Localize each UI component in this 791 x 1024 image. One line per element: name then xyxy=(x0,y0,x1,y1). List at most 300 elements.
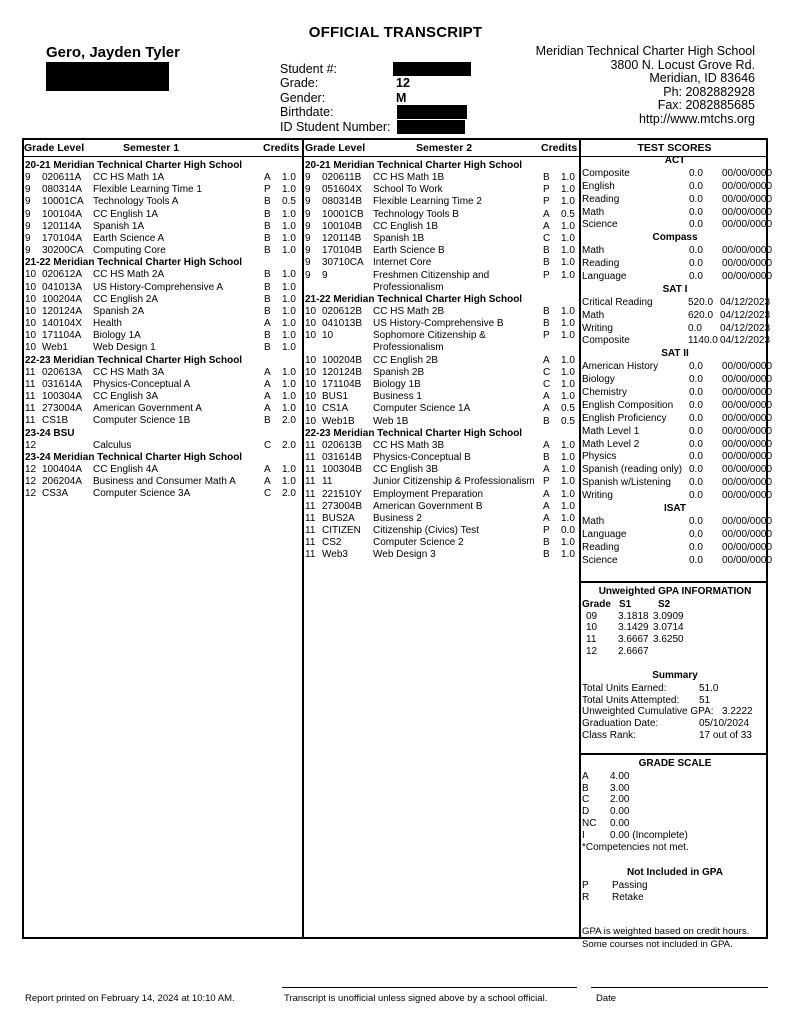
test-score: 0.0 xyxy=(689,541,703,553)
course-code: 273004B xyxy=(322,500,363,512)
grade-scale-row xyxy=(582,794,768,806)
spacer xyxy=(582,904,768,926)
gpa-footnote: Some courses not included in GPA. xyxy=(582,938,733,950)
course-mark: B xyxy=(543,257,550,269)
course-credits: 1.0 xyxy=(282,391,296,402)
course-code: 020612A xyxy=(42,269,83,281)
excluded-row xyxy=(582,892,768,904)
test-section-title: ACT xyxy=(664,155,686,166)
spacer xyxy=(582,853,768,867)
course-name: CC English 2B xyxy=(373,354,439,366)
course-row xyxy=(25,306,299,318)
course-row xyxy=(25,221,299,233)
test-date: 00/00/0000 xyxy=(722,193,773,205)
test-date: 00/00/0000 xyxy=(722,438,773,450)
course-grade-level: 10 xyxy=(25,305,37,317)
course-mark: B xyxy=(264,220,271,232)
test-name: Biology xyxy=(582,374,615,386)
gpa-s1: 3.6667 xyxy=(618,634,649,646)
course-mark: A xyxy=(543,512,550,524)
course-grade-level: 9 xyxy=(305,220,311,232)
course-name: Citizenship (Civics) Test xyxy=(373,525,479,537)
course-credits: 1.0 xyxy=(282,463,296,475)
course-grade-level: 11 xyxy=(305,476,316,488)
course-code: CITIZEN xyxy=(322,525,361,537)
course-code: 140104X xyxy=(42,318,83,330)
test-name: Reading xyxy=(582,193,620,205)
test-score-row xyxy=(582,451,773,464)
school-website[interactable]: http://www.mtchs.org xyxy=(638,111,755,126)
school-fax: Fax: 2082885685 xyxy=(657,98,755,113)
signature-line[interactable] xyxy=(282,987,577,988)
course-code: CS3A xyxy=(42,488,69,500)
header-grade-level-2: Grade Level xyxy=(305,142,366,154)
course-credits: 1.0 xyxy=(561,464,575,476)
test-name: Math Level 2 xyxy=(582,438,640,450)
test-score: 0.0 xyxy=(689,387,703,399)
course-credits: 1.0 xyxy=(561,500,575,512)
course-row xyxy=(25,282,299,294)
test-name: Math xyxy=(582,515,605,527)
course-mark: B xyxy=(543,172,550,183)
course-name: Physics-Conceptual A xyxy=(93,378,191,390)
course-mark: B xyxy=(264,281,271,293)
course-row xyxy=(25,476,299,488)
test-name: English Proficiency xyxy=(582,412,667,424)
test-date: 00/00/0000 xyxy=(722,554,773,566)
grade-value: 0.00 (Incomplete) xyxy=(610,829,688,841)
school-year-header: 21-22 Meridian Technical Charter High School xyxy=(305,293,523,305)
grade-mark: NC xyxy=(582,818,597,830)
course-credits: 1.0 xyxy=(282,232,296,244)
test-date: 00/00/0000 xyxy=(722,374,773,386)
summary-row xyxy=(582,706,768,718)
course-mark: P xyxy=(264,184,271,196)
header-credits-2: Credits xyxy=(541,142,578,154)
test-date: 00/00/0000 xyxy=(722,412,773,424)
course-row xyxy=(305,501,577,513)
course-credits: 1.0 xyxy=(561,391,575,403)
summary-row xyxy=(582,718,768,730)
info-label: ID Student Number: xyxy=(280,119,391,134)
course-grade-level: 11 xyxy=(305,537,316,549)
test-score: 0.0 xyxy=(689,245,703,257)
course-mark: A xyxy=(543,403,550,415)
course-grade-level: 11 xyxy=(305,464,316,476)
course-grade-level: 9 xyxy=(305,269,311,281)
course-mark: B xyxy=(264,196,271,208)
course-name: Flexible Learning Time 1 xyxy=(93,184,202,196)
course-credits: 1.0 xyxy=(282,281,296,293)
grade-scale-row xyxy=(582,783,768,795)
school-year-header: 20-21 Meridian Technical Charter High School xyxy=(305,160,523,171)
course-grade-level: 11 xyxy=(25,366,36,378)
course-code: 020612B xyxy=(322,305,363,317)
test-name: Math Level 1 xyxy=(582,425,640,437)
gpa-row xyxy=(582,646,768,658)
course-mark: P xyxy=(543,525,550,537)
test-score-row xyxy=(582,361,773,374)
course-credits: 1.0 xyxy=(282,269,296,281)
spacer xyxy=(582,658,768,670)
course-row xyxy=(305,306,577,318)
gpa-header-row xyxy=(582,599,768,611)
course-mark: B xyxy=(264,342,271,354)
test-score: 620.0 xyxy=(688,309,714,321)
gpa-row xyxy=(582,611,768,623)
course-mark: B xyxy=(543,245,550,257)
test-date: 04/12/2023 xyxy=(720,322,771,334)
course-grade-level: 10 xyxy=(305,354,317,366)
test-date: 00/00/0000 xyxy=(722,528,773,540)
test-name: Spanish w/Listening xyxy=(582,477,671,489)
semester-2-courses xyxy=(305,160,577,562)
course-code: 170104A xyxy=(42,232,83,244)
course-name: CC HS Math 1B xyxy=(373,172,445,183)
test-date: 00/00/0000 xyxy=(722,167,773,179)
course-credits: 1.0 xyxy=(561,232,575,244)
summary-label: Graduation Date: xyxy=(582,718,659,730)
course-name: CC English 3B xyxy=(373,464,439,476)
test-name: Critical Reading xyxy=(582,296,653,308)
test-score-row xyxy=(582,322,771,336)
course-name: Physics-Conceptual B xyxy=(373,451,471,463)
course-code: 120124A xyxy=(42,305,83,317)
course-grade-level: 10 xyxy=(25,293,37,305)
test-date: 00/00/0000 xyxy=(722,245,773,257)
course-credits: 1.0 xyxy=(561,379,575,391)
school-year-header: 22-23 Meridian Technical Charter High School xyxy=(25,354,243,366)
course-grade-level: 9 xyxy=(25,172,31,183)
test-score: 0.0 xyxy=(689,193,703,205)
course-row xyxy=(25,391,299,403)
course-name-cont: Professionalism xyxy=(373,281,444,293)
test-score-row xyxy=(582,541,773,555)
course-row xyxy=(305,549,577,561)
course-credits: 0.5 xyxy=(282,196,296,208)
course-code: 020611B xyxy=(322,172,362,183)
test-score-row xyxy=(582,438,773,452)
course-mark: A xyxy=(264,391,271,402)
test-score: 0.0 xyxy=(689,477,703,489)
test-section-title: ISAT xyxy=(663,503,687,515)
header-test-scores: TEST SCORES xyxy=(637,142,712,154)
course-grade-level: 10 xyxy=(305,318,317,330)
test-name: English xyxy=(582,180,615,192)
course-code: 206204A xyxy=(42,475,83,487)
test-score: 0.0 xyxy=(689,258,703,270)
summary-title: Summary xyxy=(652,669,698,681)
course-credits: 1.0 xyxy=(282,318,296,330)
course-credits: 1.0 xyxy=(561,184,575,196)
course-credits: 0.0 xyxy=(561,525,575,537)
semester-1-courses xyxy=(25,160,299,500)
course-mark: B xyxy=(264,305,271,317)
course-row xyxy=(305,476,577,488)
test-score-row xyxy=(582,425,773,439)
excluded-value: Passing xyxy=(612,880,648,892)
course-row xyxy=(25,330,299,342)
course-credits: 1.0 xyxy=(282,342,296,354)
course-grade-level: 10 xyxy=(305,305,317,317)
course-credits: 1.0 xyxy=(561,512,575,524)
course-code: 273004A xyxy=(42,403,83,415)
gpa-footnote: GPA is weighted based on credit hours. xyxy=(582,925,750,937)
course-grade-level: 9 xyxy=(25,232,31,244)
course-mark: A xyxy=(543,208,550,220)
course-credits: 1.0 xyxy=(561,488,575,500)
test-date: 00/00/0000 xyxy=(722,490,773,502)
course-code: 020611A xyxy=(42,172,82,183)
test-name: Math xyxy=(582,206,605,218)
course-grade-level: 11 xyxy=(25,391,36,402)
excluded-mark: R xyxy=(582,892,590,904)
summary-label: Total Units Attempted: xyxy=(582,694,680,706)
student-name: Gero, Jayden Tyler xyxy=(46,44,180,61)
gpa-title: Unweighted GPA INFORMATION xyxy=(598,586,752,597)
test-date: 00/00/0000 xyxy=(722,206,773,218)
test-date: 00/00/0000 xyxy=(722,425,773,437)
info-value: M xyxy=(396,90,407,105)
not-in-gpa-title: Not Included in GPA xyxy=(627,867,723,879)
test-date: 00/00/0000 xyxy=(722,180,773,192)
course-credits: 1.0 xyxy=(282,475,296,487)
course-row xyxy=(305,355,577,367)
test-name: English Composition xyxy=(582,399,674,411)
course-name: CC HS Math 1A xyxy=(93,172,165,183)
course-name: Business 2 xyxy=(373,512,422,524)
test-score-row xyxy=(582,296,771,310)
course-row xyxy=(25,464,299,476)
test-score: 0.0 xyxy=(689,515,703,527)
course-code: 171104A xyxy=(42,330,82,342)
course-code: 9 xyxy=(322,269,328,281)
grade-mark: B xyxy=(582,782,589,794)
course-credits: 1.0 xyxy=(282,172,296,183)
gpa-grade: 10 xyxy=(586,622,598,634)
course-name: Sophomore Citizenship & xyxy=(373,330,486,342)
grade-scale-row xyxy=(582,771,768,783)
school-year-header: 23-24 BSU xyxy=(25,427,75,439)
course-name: Technology Tools A xyxy=(93,196,179,208)
course-mark: A xyxy=(264,378,271,390)
course-grade-level: 12 xyxy=(25,439,37,451)
course-row xyxy=(25,245,299,257)
test-name: Spanish (reading only) xyxy=(582,464,683,476)
course-mark: A xyxy=(543,500,550,512)
summary-value: 17 out of 33 xyxy=(699,729,752,741)
course-code: 031614B xyxy=(322,451,363,463)
course-row xyxy=(305,464,577,476)
course-grade-level: 10 xyxy=(25,269,37,281)
course-row xyxy=(305,525,577,537)
test-name: Physics xyxy=(582,451,617,463)
course-name: Business 1 xyxy=(373,391,422,403)
test-date: 04/12/2023 xyxy=(720,296,771,308)
info-value: 12 xyxy=(396,76,410,91)
test-section-title: Compass xyxy=(652,232,698,244)
course-code: 020613B xyxy=(322,439,363,451)
test-score-row xyxy=(582,335,771,348)
school-name: Meridian Technical Charter High School xyxy=(535,44,755,58)
course-code: 170104B xyxy=(322,245,363,257)
course-mark: B xyxy=(543,415,550,427)
test-score: 0.0 xyxy=(689,180,703,192)
gpa-grade: 11 xyxy=(586,634,597,646)
test-date: 00/00/0000 xyxy=(722,219,773,231)
redacted-value xyxy=(393,62,471,76)
course-row xyxy=(305,391,577,403)
course-credits: 1.0 xyxy=(282,366,296,378)
grade-value: 4.00 xyxy=(610,770,630,782)
course-grade-level: 12 xyxy=(25,475,37,487)
course-mark: B xyxy=(543,305,550,317)
course-name: Computer Science 1B xyxy=(93,415,191,427)
course-credits: 0.5 xyxy=(561,415,575,427)
test-score-row xyxy=(582,387,773,400)
gpa-grade: 09 xyxy=(586,610,598,622)
date-line[interactable] xyxy=(591,987,768,988)
test-score: 0.0 xyxy=(689,528,703,540)
grade-scale-row xyxy=(582,806,768,818)
test-score: 0.0 xyxy=(688,322,702,334)
school-year-header: 23-24 Meridian Technical Charter High School xyxy=(25,451,243,463)
course-code: 221510Y xyxy=(322,488,363,500)
course-code: 100204A xyxy=(42,293,83,305)
column-divider xyxy=(579,138,581,939)
grade-scale-row xyxy=(582,830,768,842)
course-mark: P xyxy=(543,476,550,488)
test-score-row xyxy=(582,464,773,477)
test-score-row xyxy=(582,193,773,207)
course-name: Internet Core xyxy=(373,257,432,269)
course-grade-level: 11 xyxy=(305,500,316,512)
course-credits: 1.0 xyxy=(282,378,296,390)
course-row xyxy=(25,367,299,379)
course-row xyxy=(305,416,577,428)
test-name: Language xyxy=(582,271,627,283)
header-semester-1: Semester 1 xyxy=(123,142,180,154)
test-date: 00/00/0000 xyxy=(722,361,773,373)
course-credits: 1.0 xyxy=(561,439,575,451)
course-grade-level: 10 xyxy=(305,330,317,342)
course-name: Freshmen Citizenship and xyxy=(373,269,490,281)
test-section-title: SAT I xyxy=(662,283,688,295)
grade-scale-row xyxy=(582,818,768,830)
school-address: 3800 N. Locust Grove Rd. xyxy=(610,57,755,72)
grade-value: 0.00 xyxy=(610,818,630,830)
course-name: Business and Consumer Math A xyxy=(93,475,236,487)
course-row xyxy=(305,318,577,330)
course-grade-level: 10 xyxy=(305,391,317,403)
gpa-grade: 12 xyxy=(586,646,598,658)
course-row xyxy=(305,537,577,549)
summary-value: 3.2222 xyxy=(722,706,753,718)
redacted-value xyxy=(397,120,465,134)
course-grade-level: 11 xyxy=(305,525,316,537)
course-row xyxy=(305,245,577,257)
gpa-s2: 3.0909 xyxy=(653,610,684,622)
course-row xyxy=(25,233,299,245)
course-credits: 1.0 xyxy=(561,354,575,366)
course-code: BUS2A xyxy=(322,512,355,524)
course-credits: 1.0 xyxy=(561,549,575,561)
header-semester-2: Semester 2 xyxy=(416,142,473,154)
course-name: Earth Science B xyxy=(373,245,445,257)
course-row xyxy=(25,403,299,415)
school-info xyxy=(536,45,755,127)
course-grade-level: 10 xyxy=(305,366,317,378)
course-credits: 1.0 xyxy=(561,245,575,257)
course-grade-level: 11 xyxy=(25,415,36,427)
document-title: OFFICIAL TRANSCRIPT xyxy=(308,24,483,41)
test-score: 0.0 xyxy=(689,361,703,373)
test-score-row xyxy=(582,412,773,426)
test-score: 0.0 xyxy=(689,219,703,231)
course-row xyxy=(25,488,299,500)
course-row xyxy=(25,196,299,208)
course-mark: A xyxy=(543,391,550,403)
course-name: Web Design 1 xyxy=(93,342,156,354)
course-mark: B xyxy=(264,269,271,281)
excluded-value: Retake xyxy=(612,892,644,904)
course-mark: B xyxy=(264,208,271,220)
test-score: 0.0 xyxy=(689,490,703,502)
course-row xyxy=(25,184,299,196)
section-divider xyxy=(579,581,768,583)
course-mark: B xyxy=(264,245,271,257)
course-name: Calculus xyxy=(93,439,132,451)
course-mark: B xyxy=(264,330,271,342)
course-row xyxy=(25,440,299,452)
gpa-s1: 3.1429 xyxy=(618,622,649,634)
test-score-row xyxy=(582,490,773,503)
course-name: American Government A xyxy=(93,403,202,415)
redacted-value xyxy=(397,105,467,119)
gpa-s2: 3.6250 xyxy=(653,634,684,646)
course-mark: A xyxy=(264,475,271,487)
test-name: Math xyxy=(582,245,605,257)
grade-value: 0.00 xyxy=(610,806,630,818)
course-credits: 0.5 xyxy=(561,208,575,220)
test-score: 0.0 xyxy=(689,412,703,424)
course-grade-level: 11 xyxy=(305,549,316,561)
test-date: 00/00/0000 xyxy=(722,477,773,489)
course-grade-level: 9 xyxy=(305,184,311,196)
summary-row xyxy=(582,730,768,742)
gpa-header: Grade xyxy=(582,598,611,610)
course-credits: 1.0 xyxy=(561,366,575,378)
test-name: Science xyxy=(582,554,618,566)
course-code: 100304B xyxy=(322,464,363,476)
test-date: 00/00/0000 xyxy=(722,387,773,399)
test-date: 00/00/0000 xyxy=(722,451,773,463)
course-code: 020613A xyxy=(42,366,83,378)
test-name: Reading xyxy=(582,258,620,270)
course-mark: A xyxy=(264,318,271,330)
course-mark: A xyxy=(264,463,271,475)
test-score: 0.0 xyxy=(689,464,703,476)
test-date: 00/00/0000 xyxy=(722,258,773,270)
course-code: 120114A xyxy=(42,220,82,232)
test-score: 0.0 xyxy=(689,374,703,386)
course-credits: 1.0 xyxy=(282,403,296,415)
course-row xyxy=(25,269,299,281)
test-score-row xyxy=(582,245,773,258)
course-credits: 1.0 xyxy=(561,220,575,232)
course-credits: 1.0 xyxy=(282,208,296,220)
course-name: Junior Citizenship & Professionalism xyxy=(373,476,535,488)
